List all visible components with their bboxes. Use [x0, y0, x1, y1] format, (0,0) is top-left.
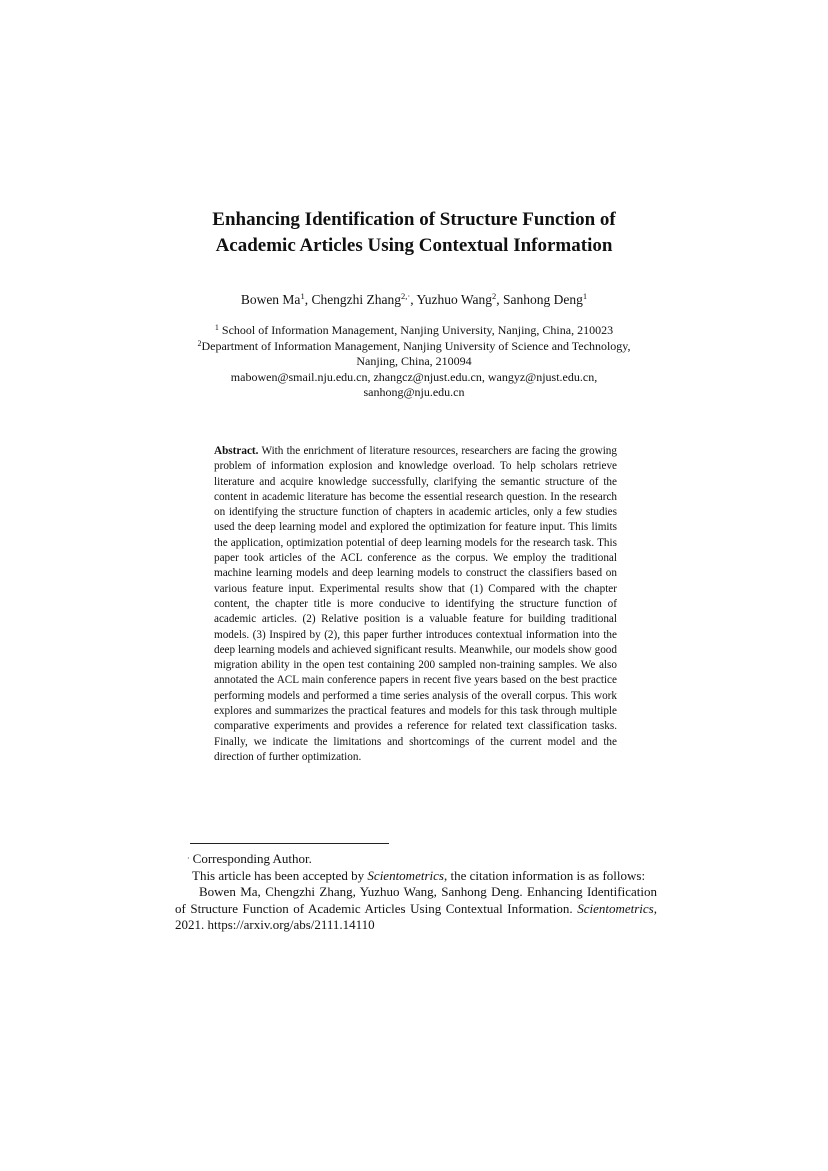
footnote-divider [190, 843, 389, 844]
title-line-2: Academic Articles Using Contextual Information [215, 235, 613, 256]
author-list [120, 291, 708, 309]
author-affil-sup: 1 [582, 291, 588, 301]
footnote-mark: · [187, 854, 190, 863]
author-name: Bowen Ma [240, 292, 301, 307]
author-separator: , [304, 292, 312, 307]
footnote-citation [175, 884, 657, 934]
footnote-acceptance [175, 868, 657, 885]
author-emails: mabowen@smail.nju.edu.cn, zhangcz@njust.edu.cn, wangyz@njust.edu.cn, [230, 369, 598, 384]
affiliation-2-cont: Nanjing, China, 210094 [356, 354, 472, 368]
abstract-label: Abstract. [214, 445, 259, 457]
affiliations [150, 323, 678, 401]
author-affil-sup: 1 [300, 291, 305, 301]
author-name: Chengzhi Zhang [311, 292, 402, 307]
affiliation-sup: 1 [214, 323, 219, 332]
footnote-text: This article has been accepted by [192, 867, 368, 883]
affiliation-1 [150, 323, 678, 339]
journal-name: Scientometrics [577, 900, 654, 916]
author-name: Yuzhuo Wang [416, 292, 493, 307]
abstract [214, 444, 617, 765]
footnote-text: , the citation information is as follows: [443, 867, 646, 883]
affiliation-sup: 2 [197, 338, 202, 348]
affiliation-text: Department of Information Management, Nanjing University of Science and Technology, [201, 338, 631, 353]
affiliation-2 [150, 339, 678, 355]
author-affil-sup: 2 [492, 291, 497, 301]
author-separator: , [410, 292, 417, 307]
author-affil-sup: 2,· [401, 291, 411, 301]
title-line-1: Enhancing Identification of Structure Function of [212, 209, 616, 230]
abstract-text: With the enrichment of literature resources, researchers are facing the growing problem of information explosion and knowledge overload. To help scholars retrieve literature and acquire knowledge successfully, clarifying the semantic structure of the content in academic literature has become the essential research question. In the research on identifying the structure function of chapters in academic articles, only a few studies used the deep learning model and explored the optimization for feature input. This limits the application, optimization potential of deep learning models for the research task. This paper took articles of the ACL conference as the corpus. We employ the traditional machine learning models and deep learning models to construct the classifiers based on various feature input. Experimental results show that (1) Compared with the chapter content, the chapter title is more conducive to identifying the structure function of academic articles. (2) Relative position is a valuable feature for building traditional models. (3) Inspired by (2), this paper further introduces contextual information into the deep learning models and achieved significant results. Meanwhile, our models show good migration ability in the open test containing 200 sampled non-training samples. We also annotated the ACL main conference papers in recent five years based on the best practice performing models and performed a time series analysis of the overall corpus. This work explores and summarizes the practical features and models for this task through multiple comparative experiments and provides a reference for related text classification tasks. Finally, we indicate the limitations and shortcomings of the current model and the direction of further optimization. [214, 445, 617, 763]
footnote-corresponding [175, 851, 657, 868]
affiliation-text: School of Information Management, Nanjing University, Nanjing, China, 210023 [221, 323, 614, 337]
author-name: Sanhong Deng [503, 292, 583, 307]
footnotes [175, 851, 657, 934]
journal-name: Scientometrics [367, 867, 444, 883]
paper-title [150, 207, 678, 259]
author-separator: , [496, 292, 504, 307]
author-emails-cont: sanhong@nju.edu.cn [363, 385, 465, 399]
citation-text: Bowen Ma, Chengzhi Zhang, Yuzhuo Wang, Sanhong Deng. Enhancing Identification of Structure Function of Academic Articles Using Contextual Information. [175, 884, 657, 916]
footnote-text: Corresponding Author. [192, 851, 312, 866]
citation-text: , 2021. https://arxiv.org/abs/2111.14110 [175, 900, 657, 932]
